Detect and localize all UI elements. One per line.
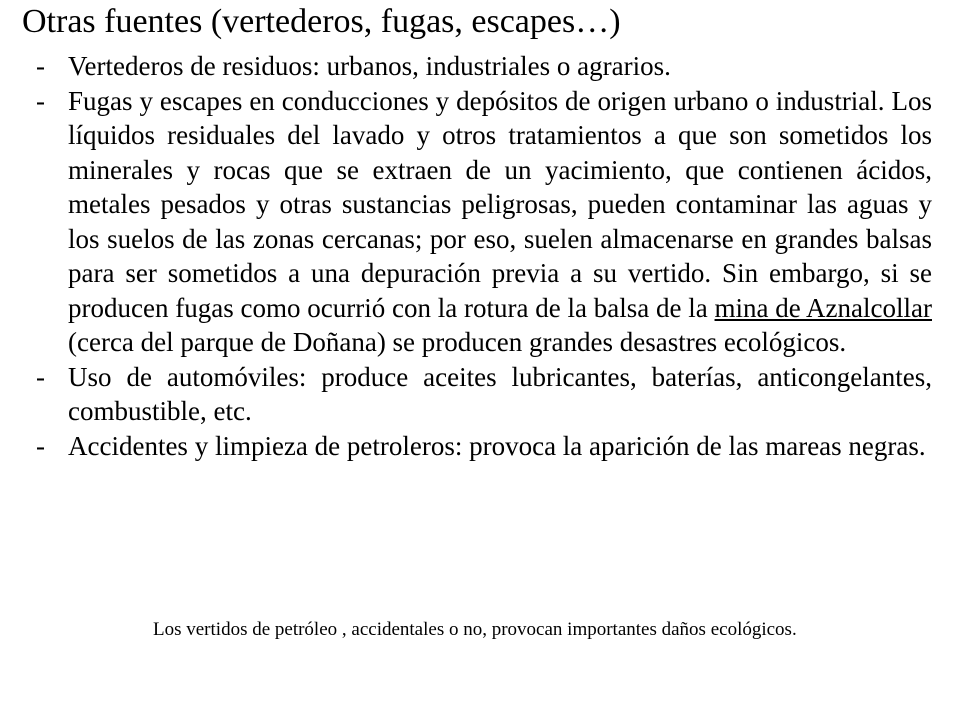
bullet-marker: -: [36, 361, 45, 392]
bullet-marker: -: [36, 430, 45, 461]
bullet-text-before-link: Fugas y escapes en conducciones y depósitos de origen urbano o industrial. Los líquidos residuales del lavado y otros tratamientos a que son sometidos los minerales y rocas que se extraen de un yacimiento, que contienen ácidos, metales pesados y otras sustancias peligrosas, pueden contaminar las aguas y los suelos de las zonas cercanas; por eso, suelen almacenarse en grandes balsas para ser sometidos a una depuración previa a su vertido. Sin embargo, si se producen fugas como ocurrió con la rotura de la balsa de la: [68, 85, 932, 323]
bullet-item-landfills: [22, 49, 932, 84]
bullet-marker: -: [36, 51, 45, 81]
bullet-item-cars: [22, 360, 932, 429]
image-caption: Los vertidos de petróleo , accidentales o no, provocan importantes daños ecológicos.: [153, 619, 797, 640]
aznalcollar-link[interactable]: mina de Aznalcollar: [714, 292, 932, 323]
slide-title: Otras fuentes (vertederos, fugas, escapes…): [22, 3, 621, 40]
bullet-list: [22, 49, 932, 463]
bullet-text: Vertederos de residuos: urbanos, industriales o agrarios.: [68, 51, 671, 81]
bullet-text: Accidentes y limpieza de petroleros: provoca la aparición de las mareas negras.: [68, 430, 926, 461]
bullet-item-tankers: [22, 429, 932, 464]
bullet-marker: -: [36, 85, 45, 116]
bullet-text-after-link: (cerca del parque de Doñana) se producen grandes desastres ecológicos.: [68, 327, 847, 357]
bullet-text: Uso de automóviles: produce aceites lubricantes, baterías, anticongelantes, combustible, etc.: [68, 361, 932, 426]
bullet-item-leaks: [22, 84, 932, 360]
